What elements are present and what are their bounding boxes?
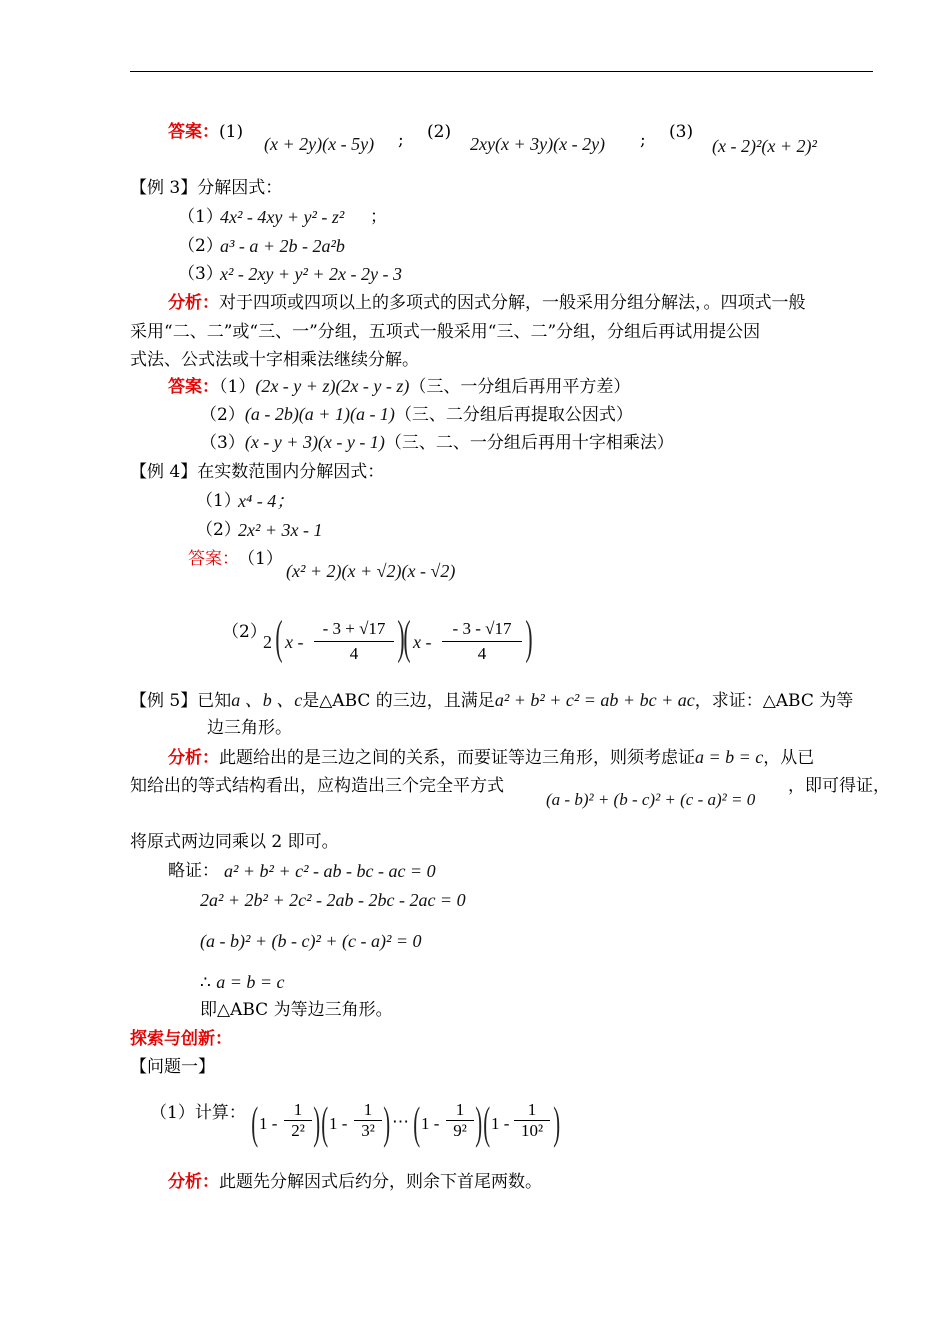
term-1-fraction: $\frac{1}{\text{2²}}$ [284,1100,312,1141]
ex5-proof-step-3: (a - b)² + (b - c)² + (c - a)² = 0 [200,931,422,951]
ex4-a2-f1-pre: x - [285,632,304,652]
ex5-proof-step-4: ∴ a = b = c [200,972,285,993]
fraction-numerator: - 3 - √17 [442,619,522,642]
answer-line-1 [168,122,243,142]
left-paren: ( [413,1097,421,1148]
answer-sep-2: ; [640,130,646,150]
ex3-answer-2: （2）(a - 2b)(a + 1)(a - 1)（三、二分组后再提取公因式） [200,404,633,425]
ex5-analysis-squares: (a - b)² + (b - c)² + (c - a)² = 0 [546,790,756,809]
example-3-title: 【例 3】分解因式： [130,178,283,198]
ex4-a1-label: （1） [238,549,283,569]
header-rule [130,71,873,72]
ex3-answer-3: （3）(x - y + 3)(x - y - 1)（三、二、一分组后再用十字相乘法） [200,432,674,453]
analysis-label: 分析： [168,748,219,768]
example-5-title: 【例 5】已知a 、b 、c是△ABC 的三边，且满足a² + b² + c² = ab + bc + ac，求证：△ABC 为等 [130,690,854,711]
ex4-a2-f2-fraction [442,619,522,664]
ex3-q1-end: ； [370,207,387,227]
right-paren: ) [475,1097,483,1148]
term-3-fraction: $\frac{1}{\text{9²}}$ [446,1100,474,1141]
ex3-analysis-line-2: 采用“二、二”或“三、一”分组，五项式一般采用“三、二”分组，分组后再试用提公因 [130,322,761,342]
ex5-proof-step-1: a² + b² + c² - ab - bc - ac = 0 [224,861,436,881]
ellipsis: ⋯ [392,1112,409,1132]
explore-heading: 探索与创新： [130,1029,232,1049]
term-2-fraction: $\frac{1}{\text{3²}}$ [354,1100,382,1141]
answer-2-expr: 2xy(x + 3y)(x - 2y) [470,134,606,154]
answer-sep-1: ; [398,130,404,150]
example-5-title-line-2: 边三角形。 [207,718,292,738]
term-4-fraction: $\frac{1}{\text{10²}}$ [514,1100,550,1141]
right-paren: ) [313,1097,321,1148]
ex4-a2-coef: 2 [263,632,272,652]
answer-1-expr: (x + 2y)(x - 5y) [264,134,375,154]
analysis-label: 分析： [168,293,219,313]
ex4-a2-f2-pre: x - [413,632,432,652]
fraction-numerator: - 3 + √17 [314,619,394,642]
fraction-denominator: 4 [477,644,487,663]
term-3-one: 1 - [421,1114,440,1133]
left-paren: ( [275,611,283,664]
ex3-q1-label: （1） [178,207,223,227]
right-paren: ) [553,1097,561,1148]
ex5-proof-step-2: 2a² + 2b² + 2c² - 2ab - 2bc - 2ac = 0 [200,890,466,910]
ex3-analysis-line-1: 分析：对于四项或四项以上的多项式的因式分解，一般采用分组分解法，。四项式一般 [168,293,806,313]
ex3-answer-1: 答案：（1）(2x - y + z)(2x - y - z)（三、一分组后再用平方差） [168,376,631,397]
answer-label: 答案： [168,122,219,142]
ex4-a2-f1-fraction [314,619,394,664]
term-4-one: 1 - [491,1114,510,1133]
term-2-one: 1 - [329,1114,348,1133]
left-paren: ( [483,1097,491,1148]
ex5-analysis-line-2b: ，即可得证， [788,776,890,796]
term-1-one: 1 - [259,1114,278,1133]
ex4-answer-label: 答案： [188,549,239,569]
answer-1-label: (1) [219,122,244,142]
answer-label: 答案： [168,377,219,397]
ex4-q2: 2x² + 3x - 1 [238,520,323,540]
ex5-analysis-line-3: 将原式两边同乘以 2 即可。 [130,832,339,852]
ex4-q1-label: （1） [196,491,241,511]
example-4-title: 【例 4】在实数范围内分解因式： [130,462,385,482]
ex4-a2-label: （2） [222,622,267,642]
ex4-q2-label: （2） [196,520,241,540]
ex5-condition: a² + b² + c² = ab + bc + ac [494,690,695,710]
ex3-q3-label: （3） [178,264,223,284]
ex3-q1: 4x² - 4xy + y² - z² [220,207,345,227]
therefore-symbol: ∴ [200,973,211,993]
explore-analysis: 分析：此题先分解因式后约分，则余下首尾两数。 [168,1172,542,1192]
problem-1-title: 【问题一】 [130,1057,215,1077]
ex3-q3: x² - 2xy + y² + 2x - 2y - 3 [220,264,403,284]
right-paren: ) [383,1097,391,1148]
answer-3-label: (3) [669,122,694,142]
answer-3-expr: (x - 2)²(x + 2)² [712,136,817,156]
ex3-analysis-line-3: 式法、公式法或十字相乘法继续分解。 [130,350,419,370]
left-paren: ( [251,1097,259,1148]
right-paren: ) [525,611,533,664]
ex4-a1: (x² + 2)(x + √2)(x - √2) [286,561,456,581]
ex5-proof-label: 略证： [168,861,219,881]
left-paren: ( [403,611,411,664]
ex5-vars: a 、b 、c [231,690,303,710]
ex5-conclusion: 即△ABC 为等边三角形。 [200,1000,393,1020]
fraction-denominator: 4 [349,644,359,663]
problem-1-q1-label: （1）计算： [150,1103,246,1123]
ex3-q2: a³ - a + 2b - 2a²b [220,236,345,256]
ex3-q2-label: （2） [178,236,223,256]
right-paren: ) [397,611,405,664]
ex5-analysis-line-2a: 知给出的等式结构看出，应构造出三个完全平方式 [130,776,504,796]
ex5-analysis-line-1: 分析：此题给出的是三边之间的关系，而要证等边三角形，则须考虑证a = b = c，从已 [168,747,815,768]
left-paren: ( [321,1097,329,1148]
answer-2-label: (2) [427,122,452,142]
ex4-q1: x⁴ - 4； [238,491,295,511]
analysis-label: 分析： [168,1172,219,1192]
